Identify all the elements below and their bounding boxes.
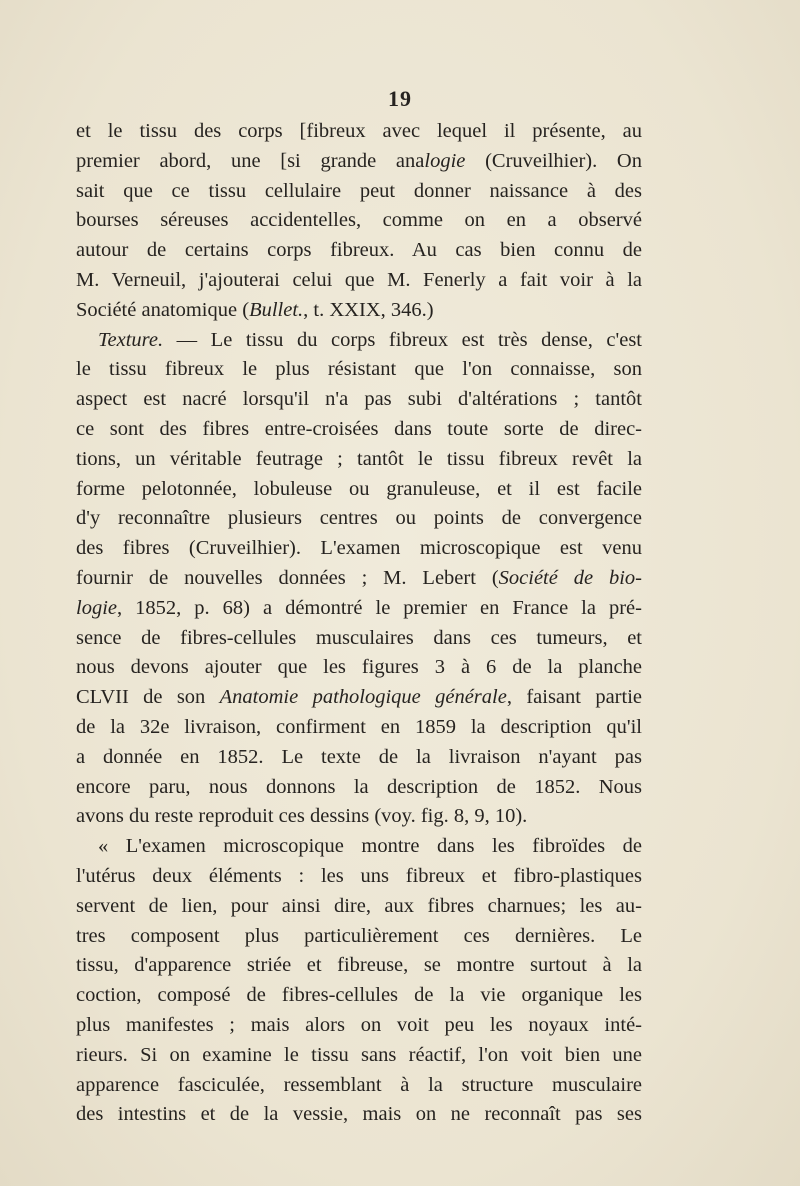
text-line: tres composent plus particulièrement ces dernières. Le	[76, 924, 642, 947]
text-line: rieurs. Si on examine le tissu sans réactif, l'on voit bien une	[76, 1043, 642, 1066]
text-line: Texture. — Le tissu du corps fibreux est très dense, c'est	[98, 328, 642, 351]
body-text	[76, 117, 642, 1130]
text-line: « L'examen microscopique montre dans les fibroïdes de	[98, 835, 642, 858]
italic-text: logie	[424, 149, 466, 172]
text-line: a donnée en 1852. Le texte de la livraison n'ayant pas	[76, 745, 642, 768]
text-line: ce sont des fibres entre-croisées dans toute sorte de direc-	[76, 417, 642, 440]
italic-text: Texture.	[98, 328, 164, 351]
italic-text: logie	[76, 596, 117, 619]
text-line: nous devons ajouter que les figures 3 à 6 de la planche	[76, 656, 642, 679]
text-line: des intestins et de la vessie, mais on ne reconnaît pas ses	[76, 1103, 642, 1126]
text-line: sence de fibres-cellules musculaires dans ces tumeurs, et	[76, 626, 642, 649]
text-line: apparence fasciculée, ressemblant à la structure musculaire	[76, 1073, 642, 1096]
text-line: forme pelotonnée, lobuleuse ou granuleuse, et il est facile	[76, 477, 642, 500]
text-line: servent de lien, pour ainsi dire, aux fibres charnues; les au-	[76, 894, 642, 917]
text-line: et le tissu des corps [fibreux avec lequel il présente, au	[76, 120, 642, 142]
text-line: l'utérus deux éléments : les uns fibreux et fibro-plastiques	[76, 864, 642, 887]
text-line: avons du reste reproduit ces dessins (voy. fig. 8, 9, 10).	[76, 805, 528, 828]
text-line: encore paru, nous donnons la description de 1852. Nous	[76, 775, 642, 798]
text-line: d'y reconnaître plusieurs centres ou points de convergence	[76, 507, 642, 530]
text-line: le tissu fibreux le plus résistant que l'on connaisse, son	[76, 358, 642, 381]
text-line: coction, composé de fibres-cellules de la vie organique les	[76, 984, 642, 1007]
text-line: plus manifestes ; mais alors on voit peu les noyaux inté-	[76, 1013, 642, 1036]
text-line: aspect est nacré lorsqu'il n'a pas subi d'altérations ; tantôt	[76, 388, 642, 411]
text-line: des fibres (Cruveilhier). L'examen microscopique est venu	[76, 537, 642, 560]
italic-text: Bullet.	[249, 298, 304, 321]
text-line: tions, un véritable feutrage ; tantôt le tissu fibreux revêt la	[76, 447, 642, 470]
text-line: logie, 1852, p. 68) a démontré le premier en France la pré-	[76, 596, 642, 619]
italic-text: Anatomie pathologique générale	[219, 686, 507, 709]
text-line: premier abord, une [si grande analogie (Cruveilhier). On	[76, 149, 642, 172]
text-line: bourses séreuses accidentelles, comme on en a observé	[76, 209, 642, 232]
text-line: Société anatomique (Bullet., t. XXIX, 346.)	[76, 298, 434, 321]
text-line: autour de certains corps fibreux. Au cas bien connu de	[76, 239, 642, 262]
text-line: de la 32e livraison, confirment en 1859 la description qu'il	[76, 715, 642, 738]
text-line: fournir de nouvelles données ; M. Lebert (Société de bio-	[76, 566, 643, 589]
italic-text: Société de bio-	[498, 566, 643, 589]
text-line: M. Verneuil, j'ajouterai celui que M. Fenerly a fait voir à la	[76, 268, 642, 291]
page-number: 19	[388, 86, 412, 111]
text-line: CLVII de son Anatomie pathologique générale, faisant partie	[76, 686, 642, 709]
text-line: sait que ce tissu cellulaire peut donner naissance à des	[76, 179, 642, 202]
text-line: tissu, d'apparence striée et fibreuse, se montre surtout à la	[76, 954, 642, 977]
